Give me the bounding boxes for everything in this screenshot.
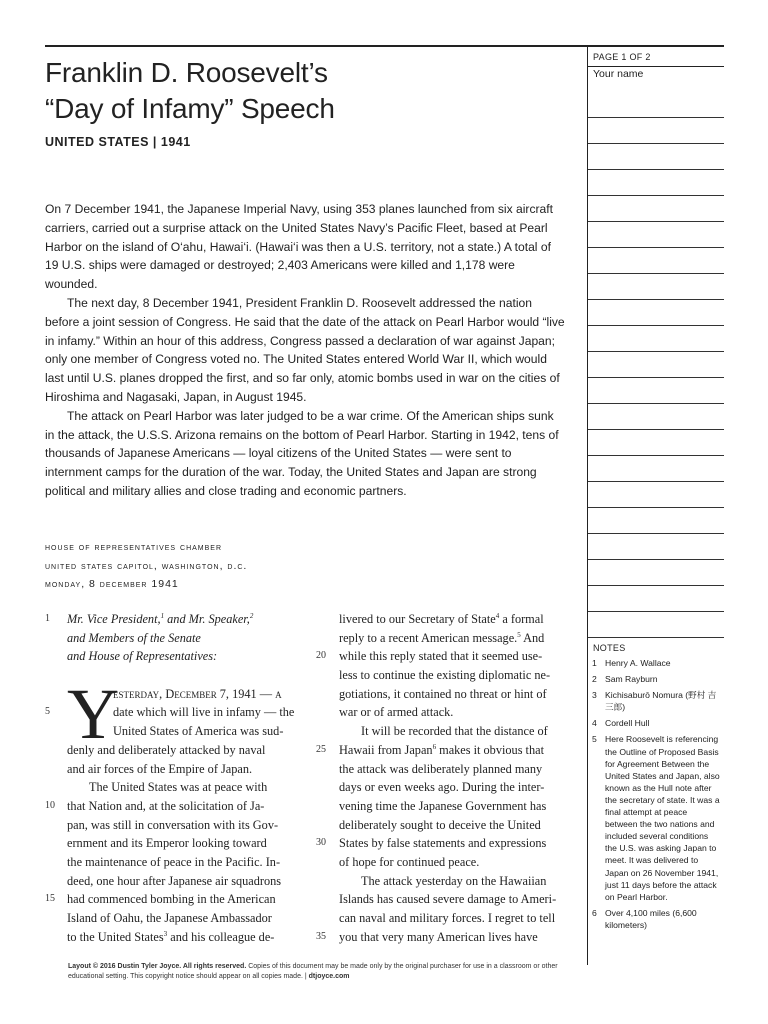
note-text: Cordell Hull [605,718,650,729]
copyright-text: Copies of this document may be made only by the original purchaser for use in a classroom or other educational setting. This copyright notice should appear on all copies made. [68,963,558,980]
speech-fragment: livered to our Secretary of State [339,612,496,626]
writing-line [588,507,724,508]
writing-line [588,429,724,430]
note-number: 5 [592,734,597,745]
footnote-ref: 1 [160,611,165,620]
writing-line [588,221,724,222]
note-item [588,657,724,669]
speech-line: date which will live in infamy — the [113,705,295,720]
writing-line [588,455,724,456]
location-line-2: united states capitol, washington, d.c. [45,559,248,572]
note-number: 2 [592,674,597,685]
writing-line [588,299,724,300]
speech-line: It will be recorded that the distance of [361,724,548,739]
line-number: 25 [316,744,326,755]
writing-line [588,247,724,248]
speech-line: the maintenance of peace in the Pacific. In- [67,854,281,869]
site-link[interactable]: dtjoyce.com [308,973,350,980]
title-line-1: Franklin D. Roosevelt’s [45,57,328,88]
speech-line [339,610,565,629]
top-rule [45,45,588,47]
note-item [588,689,724,713]
speech-fragment: And [523,630,545,645]
speech-line: gotiations, it contained no threat or hint of [339,686,547,701]
speech-line: esterday, December 7, 1941 — a [113,686,282,701]
speech-line [67,928,295,947]
writing-line [588,533,724,534]
page-title [45,55,335,127]
writing-line [588,637,724,638]
page-indicator: PAGE 1 OF 2 [588,45,724,67]
writing-line [588,585,724,586]
speech-fragment: and his colleague de- [170,929,275,944]
footnote-ref: 4 [495,611,500,620]
footnote-ref: 3 [163,929,168,938]
footnote-ref: 5 [517,630,521,639]
line-number: 10 [45,800,55,811]
writing-line [588,351,724,352]
note-number: 1 [592,658,597,668]
speech-line: and air forces of the Empire of Japan. [67,761,253,776]
speech-line: the attack was deliberately planned many [339,761,543,776]
speech-line [67,610,295,629]
speech-line: had commenced bombing in the American [67,892,276,907]
note-item [588,673,724,685]
note-text: Kichisaburō Nomura (野村 吉三郎) [605,690,717,713]
speech-line: States by false statements and expressions [339,836,547,851]
speech-line [339,741,565,760]
sidebar [587,45,723,965]
speech-fragment: Hawaii from Japan [339,742,433,757]
speech-line: vening time the Japanese Government has [339,798,547,813]
speech-line: while this reply stated that it seemed use- [339,649,543,664]
footnote-ref: 6 [432,742,437,751]
writing-line [588,377,724,378]
note-item [588,733,724,902]
writing-line [588,143,724,144]
intro-text [45,200,565,501]
line-number: 30 [316,837,326,848]
speech-fragment: reply to a recent American message. [339,630,518,645]
writing-line [588,403,724,404]
writing-line [588,559,724,560]
speech-line: and House of Representatives: [67,649,218,664]
speech-column-1 [67,610,295,946]
line-number: 5 [45,706,50,717]
speech-line: pan, was still in conversation with its Gov- [67,817,279,832]
note-text: Here Roosevelt is referencing the Outline of Proposed Basis for Agreement Between the United States and Japan, also known as the Hull note after the secretary of state. It was a final attempt at peace between the two nations and included several conditions the U.S. was asking Japan to meet. It was delivered to Japan on 26 November 1941, just 11 days before the attack on Pearl Harbor. [605,734,720,902]
intro-paragraph: The next day, 8 December 1941, President Franklin D. Roosevelt addressed the nation before a joint session of Congress. He said that the date of the attack on Pearl Harbor would “live in infamy.” Within an hour of this address, Congress passed a declaration of war against Japan; only one member of Congress voted no. The United States entered World War II, which would last until U.S. planes dropped the first, and so far only, atomic bombs used in war on the cities of Hiroshima and Nagasaki, Japan, in August 1945. [45,295,565,404]
drop-cap: Y [67,674,119,754]
title-line-2: “Day of Infamy” Speech [45,93,335,124]
speech-line: war or of armed attack. [339,705,454,720]
salutation-part: and Mr. Speaker, [167,612,250,626]
location-line-1: house of representatives chamber [45,541,223,553]
speech-line: Island of Oahu, the Japanese Ambassador [67,911,272,925]
notes-heading: NOTES [593,643,626,653]
speech-fragment: makes it obvious that [439,742,544,757]
note-text: Henry A. Wallace [605,658,671,668]
speech-line: you that very many American lives have [339,929,538,944]
speech-line: deliberately sought to deceive the United [339,817,541,832]
speech-line [339,629,565,648]
line-number: 20 [316,650,326,661]
footer-separator: | [304,973,307,980]
writing-line [588,481,724,482]
note-number: 3 [592,690,597,701]
speech-fragment: a formal [502,612,544,626]
speech-line: The United States was at peace with [89,780,268,795]
speech-fragment: to the United States [67,929,164,944]
line-number: 35 [316,931,326,942]
your-name-label: Your name [593,68,644,80]
speech-line: Islands has caused severe damage to Ameri- [339,892,557,907]
note-text: Over 4,100 miles (6,600 kilometers) [605,907,697,930]
location-line-3: monday, 8 december 1941 [45,578,179,590]
line-number: 1 [45,613,50,624]
speech-location [45,538,247,594]
note-item [588,907,724,931]
intro-paragraph: On 7 December 1941, the Japanese Imperial Navy, using 353 planes launched from six aircraft carriers, carried out a surprise attack on the United States Navy’s Pacific Fleet, based at Pearl Harbor on the island of O‘ahu, Hawai‘i. (Hawai‘i was then a U.S. territory, not a state.) A total of 19 U.S. ships were damaged or destroyed; 2,403 Americans were killed and 1,178 were wounded. [45,202,553,292]
speech-line: less to continue the existing diplomatic ne- [339,668,551,683]
speech-line: ernment and its Emperor looking toward [67,836,267,851]
copyright-footer [68,962,568,982]
writing-line [588,273,724,274]
copyright-bold: Layout © 2016 Dustin Tyler Joyce. All rights reserved. [68,963,247,970]
writing-line [588,195,724,196]
note-number: 4 [592,718,597,729]
writing-line [588,117,724,118]
speech-line: deed, one hour after Japanese air squadrons [67,873,282,888]
page-subtitle: UNITED STATES | 1941 [45,135,191,149]
speech-line: of hope for continued peace. [339,854,480,869]
notes-list [588,657,724,935]
intro-paragraph: The attack on Pearl Harbor was later judged to be a war crime. Of the American ships sunk in the attack, the U.S.S. Arizona remains on the bottom of Pearl Harbor. Starting in 1942, tens of thousands of Japanese Americans — loyal citizens of the United States — were sent to internment camps for the duration of the war. Today, the United States and Japan are strong political and military allies and close trading and economic partners. [45,408,559,498]
speech-line: The attack yesterday on the Hawaiian [361,873,547,888]
speech-line: and Members of the Senate [67,630,201,645]
note-number: 6 [592,907,597,918]
writing-line [588,611,724,612]
footnote-ref: 2 [249,611,254,620]
speech-line: days or even weeks ago. During the inter- [339,780,545,795]
note-item [588,717,724,729]
salutation-part: Mr. Vice President, [67,612,161,626]
line-number: 15 [45,893,55,904]
note-text: Sam Rayburn [605,674,658,685]
writing-line [588,325,724,326]
speech-line: that Nation and, at the solicitation of Ja- [67,798,265,813]
speech-line: denly and deliberately attacked by naval [67,742,266,757]
speech-line: can naval and military forces. I regret to tell [339,911,556,925]
writing-line [588,169,724,170]
speech-line: United States of America was sud- [113,724,284,739]
speech-column-2 [339,610,565,946]
